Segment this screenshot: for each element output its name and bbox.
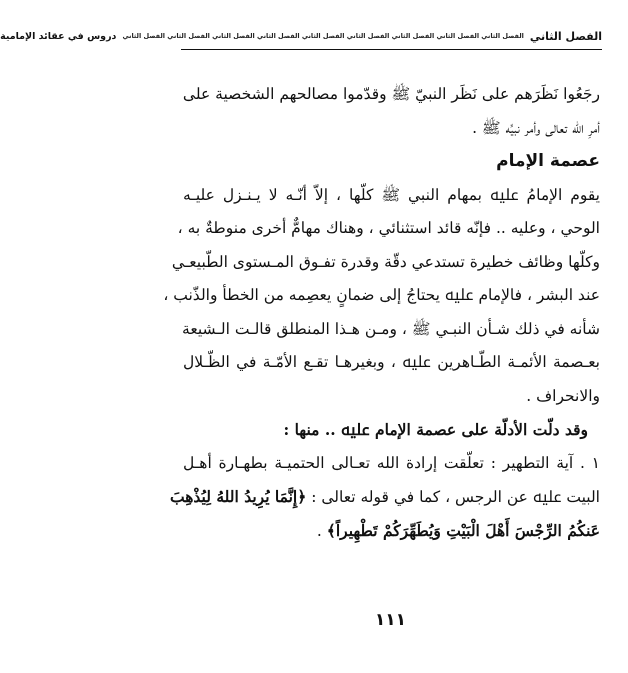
running-header xyxy=(0,28,602,44)
quran-verse: عَنكُمُ الرِّجْسَ أَهْلَ الْبَيْتِ وَيُطَهِّرَكُمْ تَطْهِيراً﴾ xyxy=(326,520,600,540)
text-line: يقوم الإمامُ ﷷ بمهام النبي ﷺ كلّها ، إلاّ أنّـه لا يـنـزل عليـه xyxy=(183,185,600,204)
text-line: وكلّها وظائف خطيرة تستدعي دقّة وقدرة تفـوق المـستوى الطّبيعـي xyxy=(171,252,600,271)
text-line: الوحي ، وعليه .. فإنّه قائد استثنائي ، وهناك مهامٌّ أخرى منوطةٌ به ، xyxy=(177,219,600,237)
text-line xyxy=(170,480,600,514)
text-line: شأنه في ذلك شـأن النبـي ﷺ ، ومـن هـذا المنطلق قالـت الـشيعة xyxy=(182,319,600,338)
page-number: ١١١ xyxy=(374,610,407,630)
evidence-intro: وقد دلّت الأدلّة على عصمة الإمام ﷷ .. منها : xyxy=(283,420,588,439)
text-line xyxy=(183,514,600,548)
text-line: أمرِ الله تعالى وأمر نبيِّه ﷺ . xyxy=(472,118,600,137)
header-book-title: دروس في عقائد الإمامية xyxy=(0,30,117,42)
text-line: والانحراف . xyxy=(526,386,600,405)
text-segment: . xyxy=(316,521,327,540)
header-running-title: الفصل الثاني الفصل الثاني الفصل الثاني الفصل الثاني الفصل الثاني الفصل الثاني الفصل الثاني الفصل الثاني الفصل الثاني xyxy=(122,32,524,40)
section-heading: عصمة الإمام xyxy=(496,151,600,171)
quran-verse: ﴿إِنَّمَا يُرِيدُ اللهُ لِيُذْهِبَ xyxy=(170,487,307,506)
header-chapter-title: الفصل الثاني xyxy=(529,29,602,43)
body-text xyxy=(163,78,600,547)
text-line: عند البشر ، فالإمام ﷷ يحتاجُ إلى ضمانٍ يعصِمه من الخطأ والذّنب ، xyxy=(163,286,600,304)
text-line: رجَعُوا نَظَرَهم على نَظَر النبيّ ﷺ وقدّموا مصالحهم الشخصية على xyxy=(182,85,600,103)
header-divider xyxy=(181,49,602,50)
text-line: بعـصمة الأئمـة الطّـاهرين ﷷ ، وبغيرهـا تقـع الأمّـة في الظّـلال xyxy=(183,353,600,371)
text-segment: البيت ﷷ عن الرجس ، كما في قوله تعالى : xyxy=(306,488,600,506)
text-line: ١ . آية التطهير : تعلّقت إرادة الله تعـالى الحتميـة بطهـارة أهـل xyxy=(183,453,600,472)
